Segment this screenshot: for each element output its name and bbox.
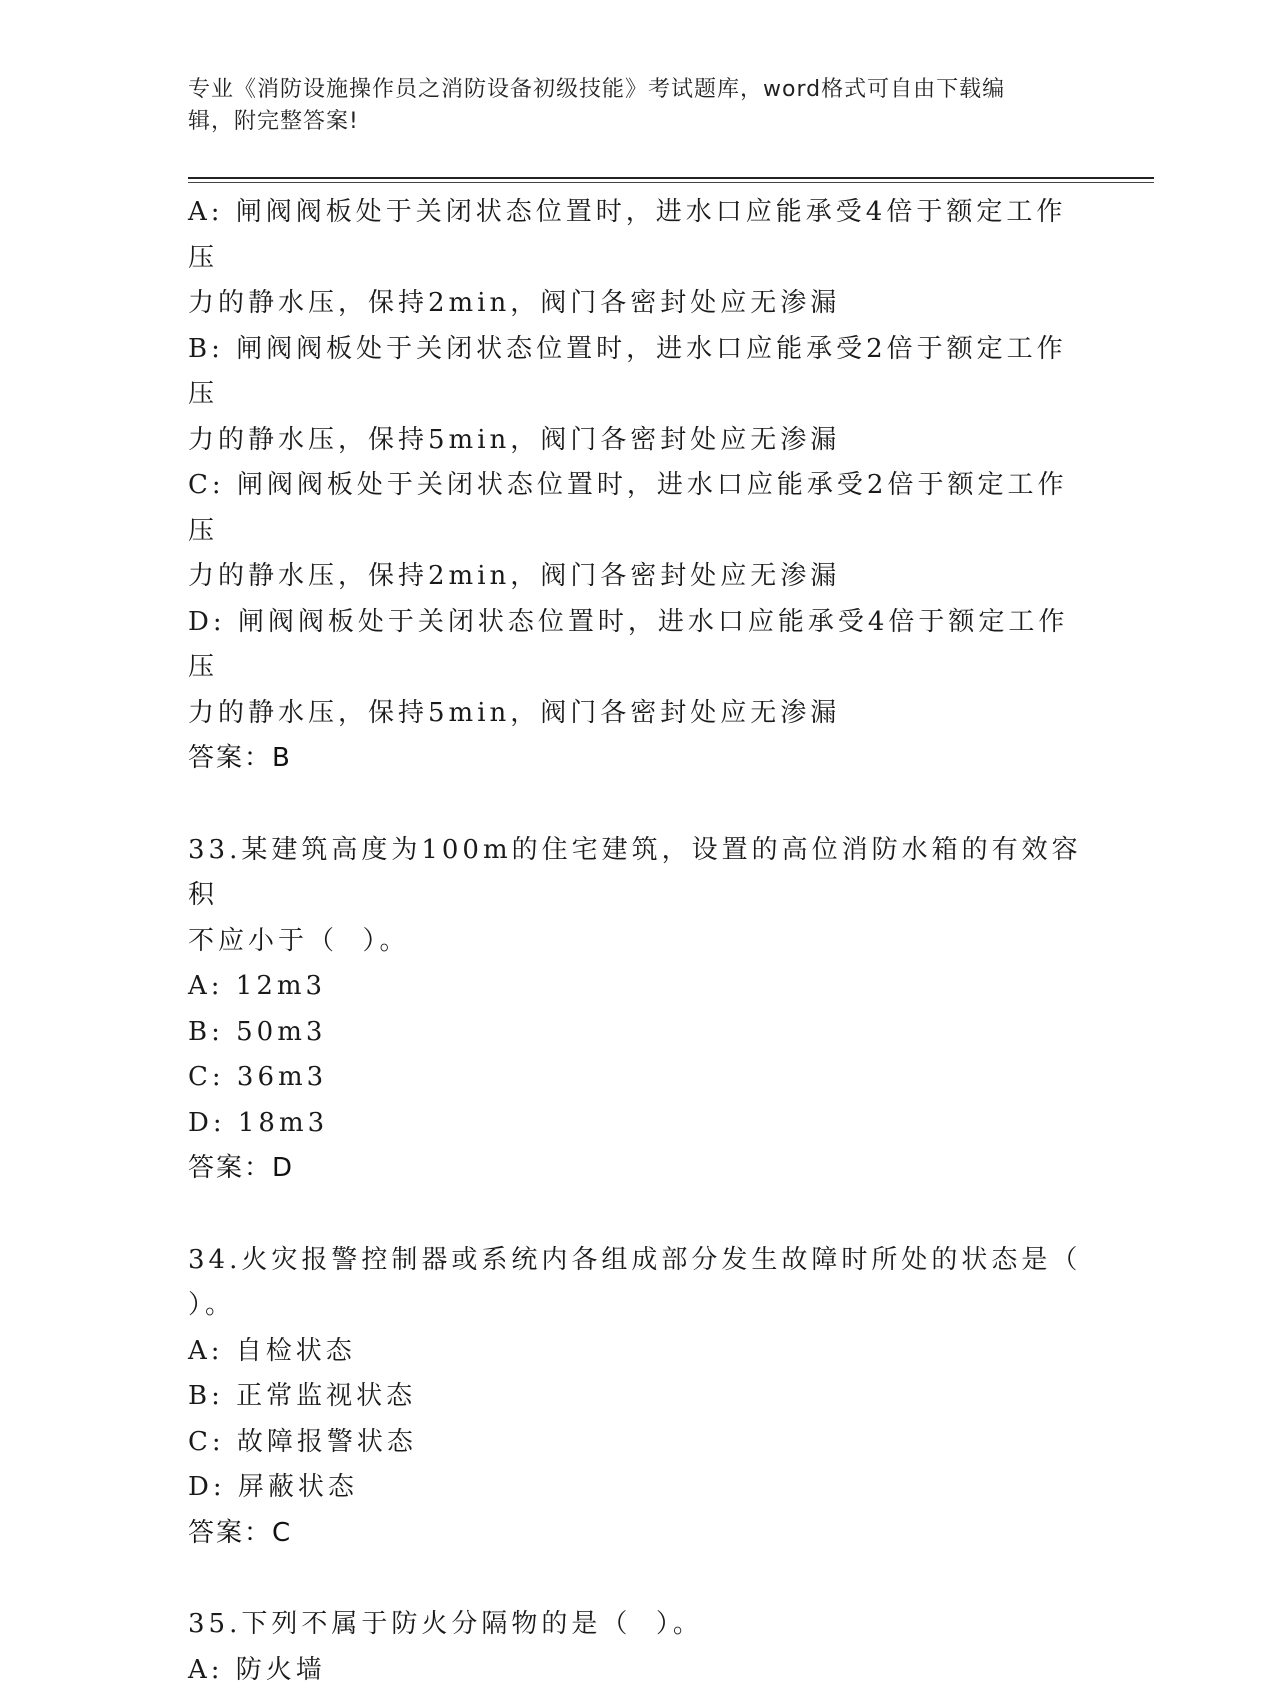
- option-b: B: 50m3: [188, 1010, 1088, 1056]
- option-d-line-1: D: 闸阀阀板处于关闭状态位置时，进水口应能承受4倍于额定工作压: [188, 600, 1088, 691]
- option-c: C: 36m3: [188, 1055, 1088, 1101]
- answer-33: 答案：D: [188, 1146, 1088, 1192]
- spacer: [188, 1556, 1088, 1602]
- header-divider-thin: [188, 182, 1154, 183]
- option-a: A: 12m3: [188, 964, 1088, 1010]
- spacer: [188, 782, 1088, 828]
- answer-32: 答案：B: [188, 736, 1088, 782]
- header-line-1: 专业《消防设施操作员之消防设备初级技能》考试题库，word格式可自由下载编: [188, 74, 1068, 106]
- question-33: [188, 828, 1088, 1192]
- option-d: D: 18m3: [188, 1101, 1088, 1147]
- question-34: [188, 1238, 1088, 1557]
- option-c-line-2: 力的静水压，保持2min，阀门各密封处应无渗漏: [188, 554, 1088, 600]
- option-d-line-2: 力的静水压，保持5min，阀门各密封处应无渗漏: [188, 691, 1088, 737]
- option-c-line-1: C: 闸阀阀板处于关闭状态位置时，进水口应能承受2倍于额定工作压: [188, 463, 1088, 554]
- option-b-line-1: B: 闸阀阀板处于关闭状态位置时，进水口应能承受2倍于额定工作压: [188, 327, 1088, 418]
- option-d: D: 屏蔽状态: [188, 1465, 1088, 1511]
- answer-34: 答案：C: [188, 1511, 1088, 1557]
- document-header: [188, 74, 1068, 138]
- question-stem-line-1: 34.火灾报警控制器或系统内各组成部分发生故障时所处的状态是（: [188, 1238, 1088, 1284]
- option-a-line-1: A: 闸阀阀板处于关闭状态位置时，进水口应能承受4倍于额定工作压: [188, 190, 1088, 281]
- option-c: C: 故障报警状态: [188, 1420, 1088, 1466]
- spacer: [188, 1192, 1088, 1238]
- option-a-line-2: 力的静水压，保持2min，阀门各密封处应无渗漏: [188, 281, 1088, 327]
- question-content: [188, 190, 1088, 1693]
- question-32-options: [188, 190, 1088, 782]
- option-b: B: 正常监视状态: [188, 1374, 1088, 1420]
- question-stem-line-1: 33.某建筑高度为100m的住宅建筑，设置的高位消防水箱的有效容积: [188, 828, 1088, 919]
- option-b-line-2: 力的静水压，保持5min，阀门各密封处应无渗漏: [188, 418, 1088, 464]
- header-line-2: 辑，附完整答案!: [188, 106, 1068, 138]
- question-stem-line-1: 35.下列不属于防火分隔物的是（ ）。: [188, 1602, 1088, 1648]
- option-a: A: 自检状态: [188, 1329, 1088, 1375]
- question-stem-line-2: 不应小于（ ）。: [188, 919, 1088, 965]
- header-divider-thick: [188, 177, 1154, 179]
- question-35: [188, 1602, 1088, 1693]
- question-stem-line-2: ）。: [188, 1283, 1088, 1329]
- option-a: A: 防火墙: [188, 1648, 1088, 1693]
